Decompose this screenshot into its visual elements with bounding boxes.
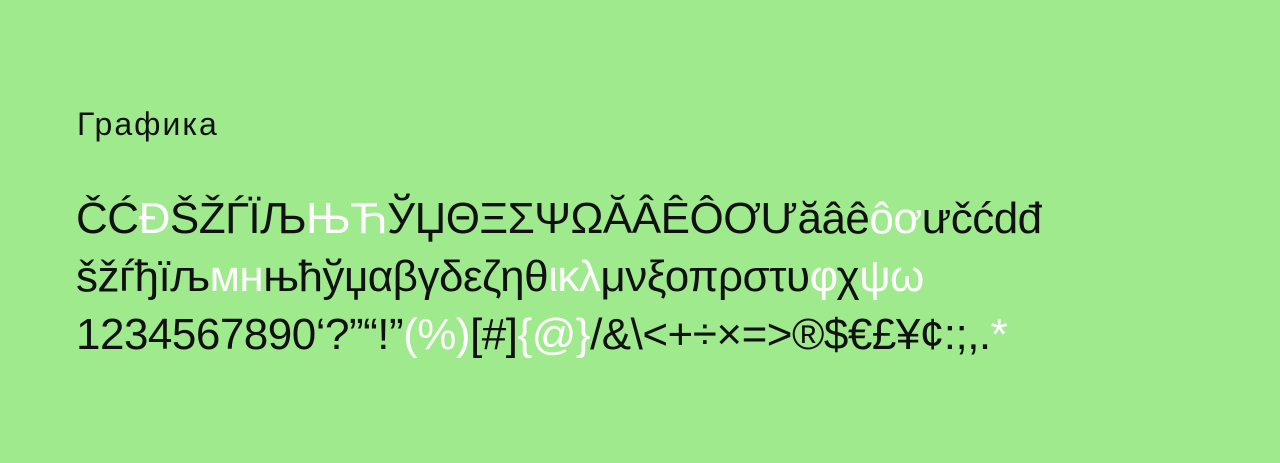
glyph-segment: [#] <box>470 310 518 359</box>
glyph-segment: њћўџαβγδεζηθ <box>263 252 549 301</box>
glyph-segment-highlight: * <box>990 310 1008 359</box>
glyph-segment-highlight: {@} <box>517 310 591 359</box>
glyph-segment: ŠŽЃЇЉ <box>169 194 307 243</box>
glyph-segment-highlight: (%) <box>403 310 471 359</box>
glyph-segment-highlight: мн <box>209 252 264 301</box>
glyph-segment: 1234567890‘?”“!” <box>76 310 404 359</box>
glyph-segment-highlight: Đ <box>138 194 170 243</box>
glyph-segment: ЎЏΘΞΣΨΩĂÂÊÔƠƯăâê <box>387 194 870 243</box>
glyph-segment-highlight: φ <box>809 252 837 301</box>
glyph-segment-highlight: ЊЋ <box>306 194 388 243</box>
glyph-segment: μνξοπρστυ <box>600 252 810 301</box>
glyph-segment: χ <box>836 252 860 301</box>
glyph-segment: šžѓђїљ <box>76 252 210 301</box>
glyph-line-3 <box>76 306 1256 364</box>
glyph-segment-highlight: ικλ <box>548 252 601 301</box>
glyph-line-2 <box>76 248 1256 306</box>
glyph-segment: ČĆ <box>76 194 139 243</box>
glyph-lines <box>76 190 1256 364</box>
page-title: Графика <box>77 106 219 142</box>
glyph-segment-highlight: ψω <box>859 252 924 301</box>
glyph-segment-highlight: ôơ <box>869 194 922 243</box>
glyph-line-1 <box>76 190 1256 248</box>
glyph-segment: ưčćdđ <box>921 194 1042 243</box>
glyph-segment: /&\<+÷×=>®$€£¥¢:;,. <box>590 310 991 359</box>
